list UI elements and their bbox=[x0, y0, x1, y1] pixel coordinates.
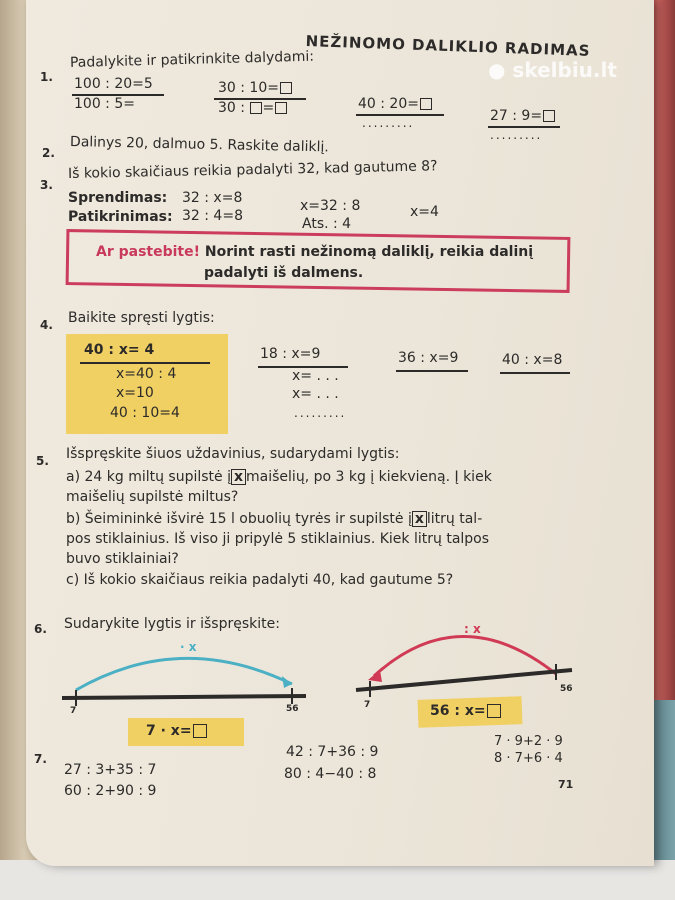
example-line: x=10 bbox=[116, 385, 154, 401]
solution-equation: 32 : x=8 bbox=[182, 190, 243, 206]
expression: 8 · 7+6 · 4 bbox=[494, 751, 563, 766]
example-line: 40 : x= 4 bbox=[84, 342, 155, 358]
arc-right bbox=[374, 636, 556, 676]
task-text: Padalykite ir patikrinkite dalydami: bbox=[69, 48, 315, 71]
fraction-top: 100 : 20=5 bbox=[74, 76, 153, 92]
example-line: 40 : 10=4 bbox=[110, 405, 180, 421]
problem-b-line1: b) Šeimininkė išvirė 15 l obuolių tyrės ir supilstė į x litrų tal- bbox=[66, 511, 483, 527]
task-text: Baikite spręsti lygtis: bbox=[68, 310, 215, 326]
arc-left bbox=[76, 658, 292, 690]
check-label: Patikrinimas: bbox=[68, 209, 173, 225]
problem-b-line3: buvo stiklainiai? bbox=[66, 551, 179, 567]
task-text: Dalinys 20, dalmuo 5. Raskite daliklį. bbox=[69, 134, 329, 156]
task-number: 6. bbox=[34, 622, 47, 636]
watermark: ● skelbiu.lt bbox=[488, 58, 617, 82]
dots: ......... bbox=[490, 128, 543, 142]
fraction-top: 30 : 10= bbox=[218, 80, 292, 96]
expression: 60 : 2+90 : 9 bbox=[64, 783, 157, 799]
solution-step: x=4 bbox=[410, 204, 439, 220]
rule-label: Ar pastebite! bbox=[96, 244, 200, 260]
task-text: Sudarykite lygtis ir išspręskite: bbox=[64, 616, 280, 632]
line-end-label: 56 bbox=[560, 684, 573, 694]
problem-b-line2: pos stiklainius. Iš viso ji pripylė 5 stiklainius. Kiek litrų talpos bbox=[66, 531, 490, 547]
task-text: Iš kokio skaičiaus reikia padalyti 32, kad gautume 8? bbox=[67, 158, 438, 182]
solution-label: Sprendimas: bbox=[68, 190, 168, 206]
solution-step: x=32 : 8 bbox=[300, 198, 361, 214]
fraction-top: 27 : 9= bbox=[490, 108, 555, 124]
rule-text-line2: padalyti iš dalmens. bbox=[204, 265, 364, 281]
equation-step: x= . . . bbox=[292, 368, 339, 384]
dots: ......... bbox=[362, 116, 415, 130]
task-number: 7. bbox=[34, 752, 47, 766]
expression: 80 : 4−40 : 8 bbox=[284, 766, 377, 782]
expression: 27 : 3+35 : 7 bbox=[64, 762, 157, 778]
problem-a-line2: maišelių supilstė miltus? bbox=[66, 489, 239, 505]
watermark-text: skelbiu.lt bbox=[512, 58, 617, 82]
line-start-label: 7 bbox=[364, 700, 371, 710]
task-number: 5. bbox=[36, 454, 49, 468]
rule-text-line1: Ar pastebite! Norint rasti nežinomą daliklį, reikia dalinį bbox=[96, 244, 534, 260]
task-number: 3. bbox=[40, 178, 53, 192]
answer: Ats. : 4 bbox=[302, 216, 352, 232]
equation-left: 7 · x= bbox=[146, 723, 207, 739]
expression: 42 : 7+36 : 9 bbox=[286, 744, 379, 760]
number-line-right bbox=[356, 670, 572, 690]
fraction-top: 40 : 20= bbox=[358, 96, 432, 112]
equation: 40 : x=8 bbox=[502, 352, 563, 368]
check-equation: 32 : 4=8 bbox=[182, 208, 243, 224]
page-number: 71 bbox=[558, 778, 574, 791]
arc-label-right: : x bbox=[464, 622, 481, 636]
fraction-bottom: 100 : 5= bbox=[74, 96, 135, 112]
expression: 7 · 9+2 · 9 bbox=[494, 734, 563, 749]
equation: 18 : x=9 bbox=[260, 346, 321, 362]
problem-c: c) Iš kokio skaičiaus reikia padalyti 40, kad gautume 5? bbox=[66, 572, 454, 588]
dots: ......... bbox=[294, 406, 347, 420]
task-text: Išspręskite šiuos uždavinius, sudarydami lygtis: bbox=[66, 446, 400, 462]
page-title: NEŽINOMO DALIKLIO RADIMAS bbox=[305, 32, 591, 60]
task-number: 2. bbox=[42, 146, 55, 160]
number-line-left bbox=[62, 696, 306, 698]
problem-a-line1: a) 24 kg miltų supilstė į x maišelių, po 3 kg į kiekvieną. Į kiek bbox=[66, 469, 492, 485]
line-start-label: 7 bbox=[70, 706, 77, 716]
equation: 36 : x=9 bbox=[398, 350, 459, 366]
arrowhead-right bbox=[368, 670, 382, 682]
task-number: 1. bbox=[40, 70, 53, 84]
example-line: x=40 : 4 bbox=[116, 366, 177, 382]
arc-label-left: · x bbox=[180, 640, 197, 654]
fraction-bottom: 30 : = bbox=[218, 100, 287, 116]
line-end-label: 56 bbox=[286, 704, 299, 714]
task-number: 4. bbox=[40, 318, 53, 332]
equation-right: 56 : x= bbox=[430, 703, 501, 719]
equation-step: x= . . . bbox=[292, 386, 339, 402]
